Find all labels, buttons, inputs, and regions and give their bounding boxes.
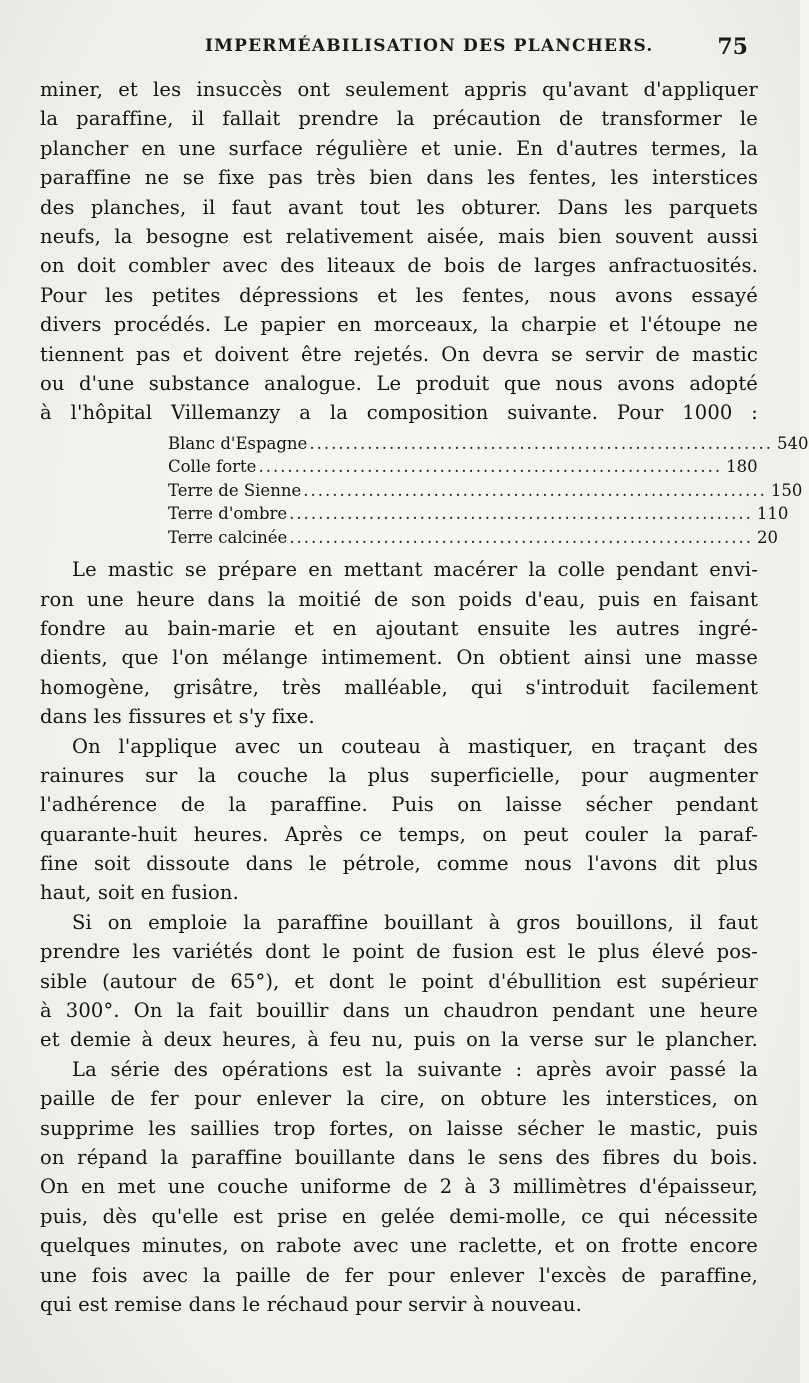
recipe-row — [168, 502, 789, 526]
text-line: une fois avec la paille de fer pour enlever l'excès de paraffine, — [40, 1263, 758, 1287]
text-line: haut, soit en fusion. — [40, 881, 239, 905]
text-line: sible (autour de 65°), et dont le point d'ébullition est supérieur — [40, 969, 758, 993]
text-line: On en met une couche uniforme de 2 à 3 millimètres d'épaisseur, — [40, 1175, 758, 1199]
text-line: qui est remise dans le réchaud pour servir à nouveau. — [40, 1292, 582, 1316]
paragraph-2 — [40, 555, 758, 731]
ingredient-quantity: 20 — [756, 527, 778, 547]
text-line: rainures sur la couche la plus superficielle, pour augmenter — [40, 763, 758, 787]
paragraph-4 — [40, 908, 758, 1055]
text-line: dans les fissures et s'y fixe. — [40, 705, 315, 729]
text-line: plancher en une surface régulière et unie. En d'autres termes, la — [40, 136, 758, 160]
text-line: dients, que l'on mélange intimement. On obtient ainsi une masse — [40, 646, 758, 670]
text-line: des planches, il faut avant tout les obturer. Dans les parquets — [40, 195, 758, 219]
recipe-table — [168, 432, 809, 550]
ingredient-quantity: 110 — [756, 504, 789, 524]
text-line: l'adhérence de la paraffine. Puis on laisse sécher pendant — [40, 793, 758, 817]
dot-leader: ................................................................ — [258, 457, 723, 477]
ingredient-name: Terre d'ombre — [168, 504, 288, 524]
text-line: la paraffine, il fallait prendre la précaution de transformer le — [40, 107, 758, 131]
text-line: homogène, grisâtre, très malléable, qui s'introduit facilement — [40, 675, 758, 699]
text-line: Si on emploie la paraffine bouillant à gros bouillons, il faut — [72, 910, 758, 934]
ingredient-quantity: 180 — [726, 457, 758, 477]
text-line: ron une heure dans la moitié de son poids d'eau, puis en faisant — [40, 587, 758, 611]
ingredient-name: Terre de Sienne — [168, 480, 302, 500]
recipe-row — [168, 479, 803, 503]
text-line: puis, dès qu'elle est prise en gelée demi-molle, ce qui nécessite — [40, 1204, 758, 1228]
text-line: à l'hôpital Villemanzy a la composition suivante. Pour 1000 : — [40, 401, 758, 425]
text-line: fine soit dissoute dans le pétrole, comme nous l'avons dit plus — [40, 852, 758, 876]
paragraph-3 — [40, 732, 758, 908]
text-line: tiennent pas et doivent être rejetés. On devra se servir de mastic — [40, 342, 758, 366]
recipe-row — [168, 432, 809, 456]
recipe-row — [168, 455, 758, 479]
text-line: La série des opérations est la suivante : après avoir passé la — [72, 1057, 758, 1081]
text-line: Pour les petites dépressions et les fentes, nous avons essayé — [40, 283, 758, 307]
dot-leader: ................................................................ — [289, 527, 753, 547]
running-title: IMPERMÉABILISATION DES PLANCHERS. — [205, 36, 654, 56]
text-line: on répand la paraffine bouillante dans le sens des fibres du bois. — [40, 1146, 758, 1169]
dot-leader: ................................................................ — [289, 504, 753, 524]
text-line: miner, et les insuccès ont seulement appris qu'avant d'appliquer — [40, 78, 758, 101]
recipe-row — [168, 526, 778, 550]
text-line: quelques minutes, on rabote avec une raclette, et on frotte encore — [40, 1234, 758, 1258]
ingredient-name: Blanc d'Espagne — [168, 433, 308, 453]
text-line: paraffine ne se fixe pas très bien dans les fentes, les interstices — [40, 166, 758, 190]
ingredient-quantity: 540 — [777, 433, 809, 453]
text-line: On l'applique avec un couteau à mastiquer, en traçant des — [72, 734, 758, 758]
ingredient-name: Terre calcinée — [168, 527, 288, 547]
text-line: paille de fer pour enlever la cire, on obture les interstices, on — [40, 1087, 758, 1111]
body-text — [40, 75, 809, 1319]
text-line: prendre les variétés dont le point de fusion est le plus élevé pos- — [40, 940, 758, 964]
text-line: ou d'une substance analogue. Le produit que nous avons adopté — [40, 371, 758, 395]
ingredient-name: Colle forte — [168, 457, 257, 477]
dot-leader: ................................................................ — [309, 433, 773, 453]
text-line: neufs, la besogne est relativement aisée, mais bien souvent aussi — [40, 224, 758, 248]
running-head — [0, 36, 800, 66]
text-line: quarante-huit heures. Après ce temps, on peut couler la paraf- — [40, 822, 758, 846]
paragraph-1 — [40, 75, 758, 428]
text-line: on doit combler avec des liteaux de bois de larges anfractuosités. — [40, 254, 758, 278]
ingredient-quantity: 150 — [770, 480, 803, 500]
text-line: à 300°. On la fait bouillir dans un chaudron pendant une heure — [40, 999, 758, 1023]
text-line: et demie à deux heures, à feu nu, puis on la verse sur le plancher. — [40, 1028, 758, 1052]
text-line: fondre au bain-marie et en ajoutant ensuite les autres ingré- — [40, 616, 758, 640]
text-line: divers procédés. Le papier en morceaux, la charpie et l'étoupe ne — [40, 313, 758, 337]
text-line: Le mastic se prépare en mettant macérer la colle pendant envi- — [72, 558, 758, 582]
dot-leader: ................................................................ — [303, 480, 767, 500]
page-number: 75 — [717, 34, 748, 60]
text-line: supprime les saillies trop fortes, on laisse sécher le mastic, puis — [40, 1116, 758, 1140]
paragraph-5 — [40, 1055, 758, 1320]
